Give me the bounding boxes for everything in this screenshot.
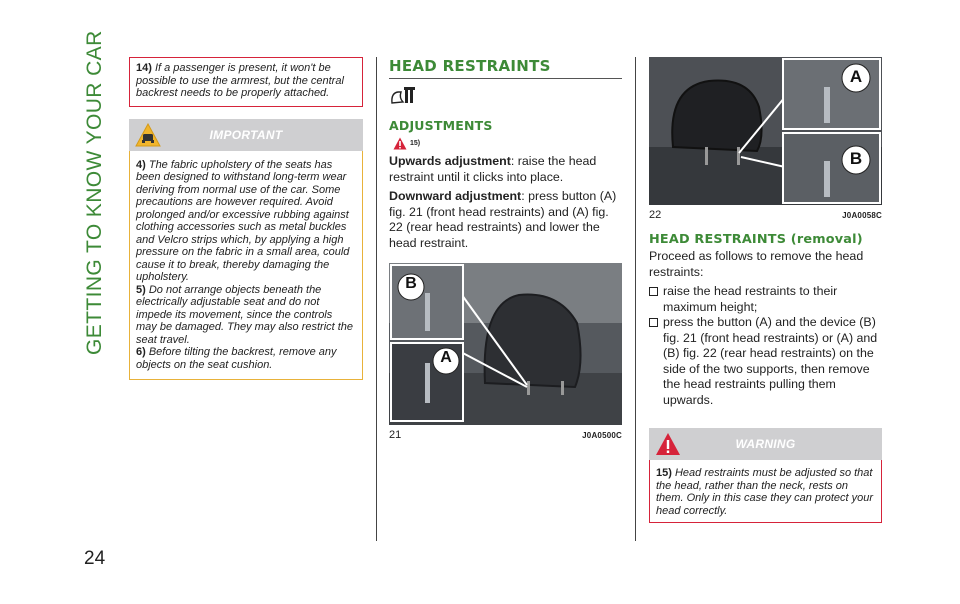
note-box (129, 57, 363, 107)
figure-label-b: B (405, 275, 417, 292)
checkbox-bullet-icon (649, 287, 658, 296)
column-divider (635, 57, 636, 541)
figure-label-a: A (849, 67, 863, 86)
important-label: IMPORTANT (209, 127, 283, 142)
column-divider (376, 57, 377, 541)
figure-label-a: A (440, 349, 452, 366)
checkbox-bullet-icon (649, 318, 658, 327)
note-text: If a passenger is present, it won't be possible to use the armrest, but the central backrest needs to be properly attached. (136, 62, 344, 99)
figure-code: J0A0058C (842, 211, 882, 220)
figure-21-image (389, 263, 622, 425)
upwards-adjustment-text: Upwards adjustment: raise the head restraint until it clicks into place. (389, 154, 597, 184)
sidebar-section-title: GETTING TO KNOW YOUR CAR (83, 30, 106, 355)
column-right (649, 57, 882, 523)
figure-22-caption (649, 209, 882, 221)
removal-intro: Proceed as follows to remove the head restraints: (649, 249, 864, 279)
page-number: 24 (84, 548, 106, 569)
removal-title: HEAD RESTRAINTS (removal) (649, 232, 863, 247)
figure-label-b: B (849, 149, 863, 168)
figure-number: 22 (649, 209, 662, 221)
downward-adjustment-text: Downward adjustment: press button (A) fig. 21 (front head restraints) and (A) fig. 22 (rear head restraints) and lower the head restraint. (389, 189, 617, 250)
warning-box (649, 460, 882, 523)
list-item: press the button (A) and the device (B) fig. 21 (front head restraints) or (A) and (B) fig. 22 (rear head restraints) on the side of the two supports, then remove the head restraints pulling them upwards. (649, 315, 882, 408)
warning-header (649, 428, 882, 460)
important-box (129, 151, 363, 381)
list-item: raise the head restraints to their maximum height; (649, 284, 882, 315)
column-left (129, 57, 363, 380)
note-number: 14) (136, 62, 152, 74)
warning-text: Head restraints must be adjusted so that the head, rather than the neck, rests on them. Only in this case they can protect your head correctly. (656, 467, 874, 517)
adjustments-title: ADJUSTMENTS (389, 118, 493, 133)
important-item: 6) Before tilting the backrest, remove any objects on the seat cushion. (136, 346, 337, 371)
warning-reference: 15) (393, 137, 622, 150)
warning-icon (393, 137, 407, 150)
section-title: HEAD RESTRAINTS (389, 57, 622, 79)
head-restraint-icon (389, 85, 419, 107)
warning-label: WARNING (735, 437, 796, 451)
warning-number: 15) (656, 467, 672, 479)
important-item: 4) The fabric upholstery of the seats has been designed to withstand long-term wear deriving from normal use of the car. Some precautions are however required. Avoid prolonged and/or excessive rubbing against clothing accessories such as metal buckles and Velcro strips which, by applying a high pressure on the fabric in a small area, could cause it to break, thereby damaging the upholstery. (136, 158, 350, 283)
figure-21-caption (389, 429, 622, 441)
figure-number: 21 (389, 429, 402, 441)
important-header (129, 119, 363, 151)
important-item: 5) Do not arrange objects beneath the electrically adjustable seat and do not impede its movement, since the controls may be damaged. They may also restrict the seat travel. (136, 283, 354, 346)
figure-22-image (649, 57, 882, 205)
figure-code: J0A0500C (582, 431, 622, 440)
column-middle (389, 57, 622, 441)
